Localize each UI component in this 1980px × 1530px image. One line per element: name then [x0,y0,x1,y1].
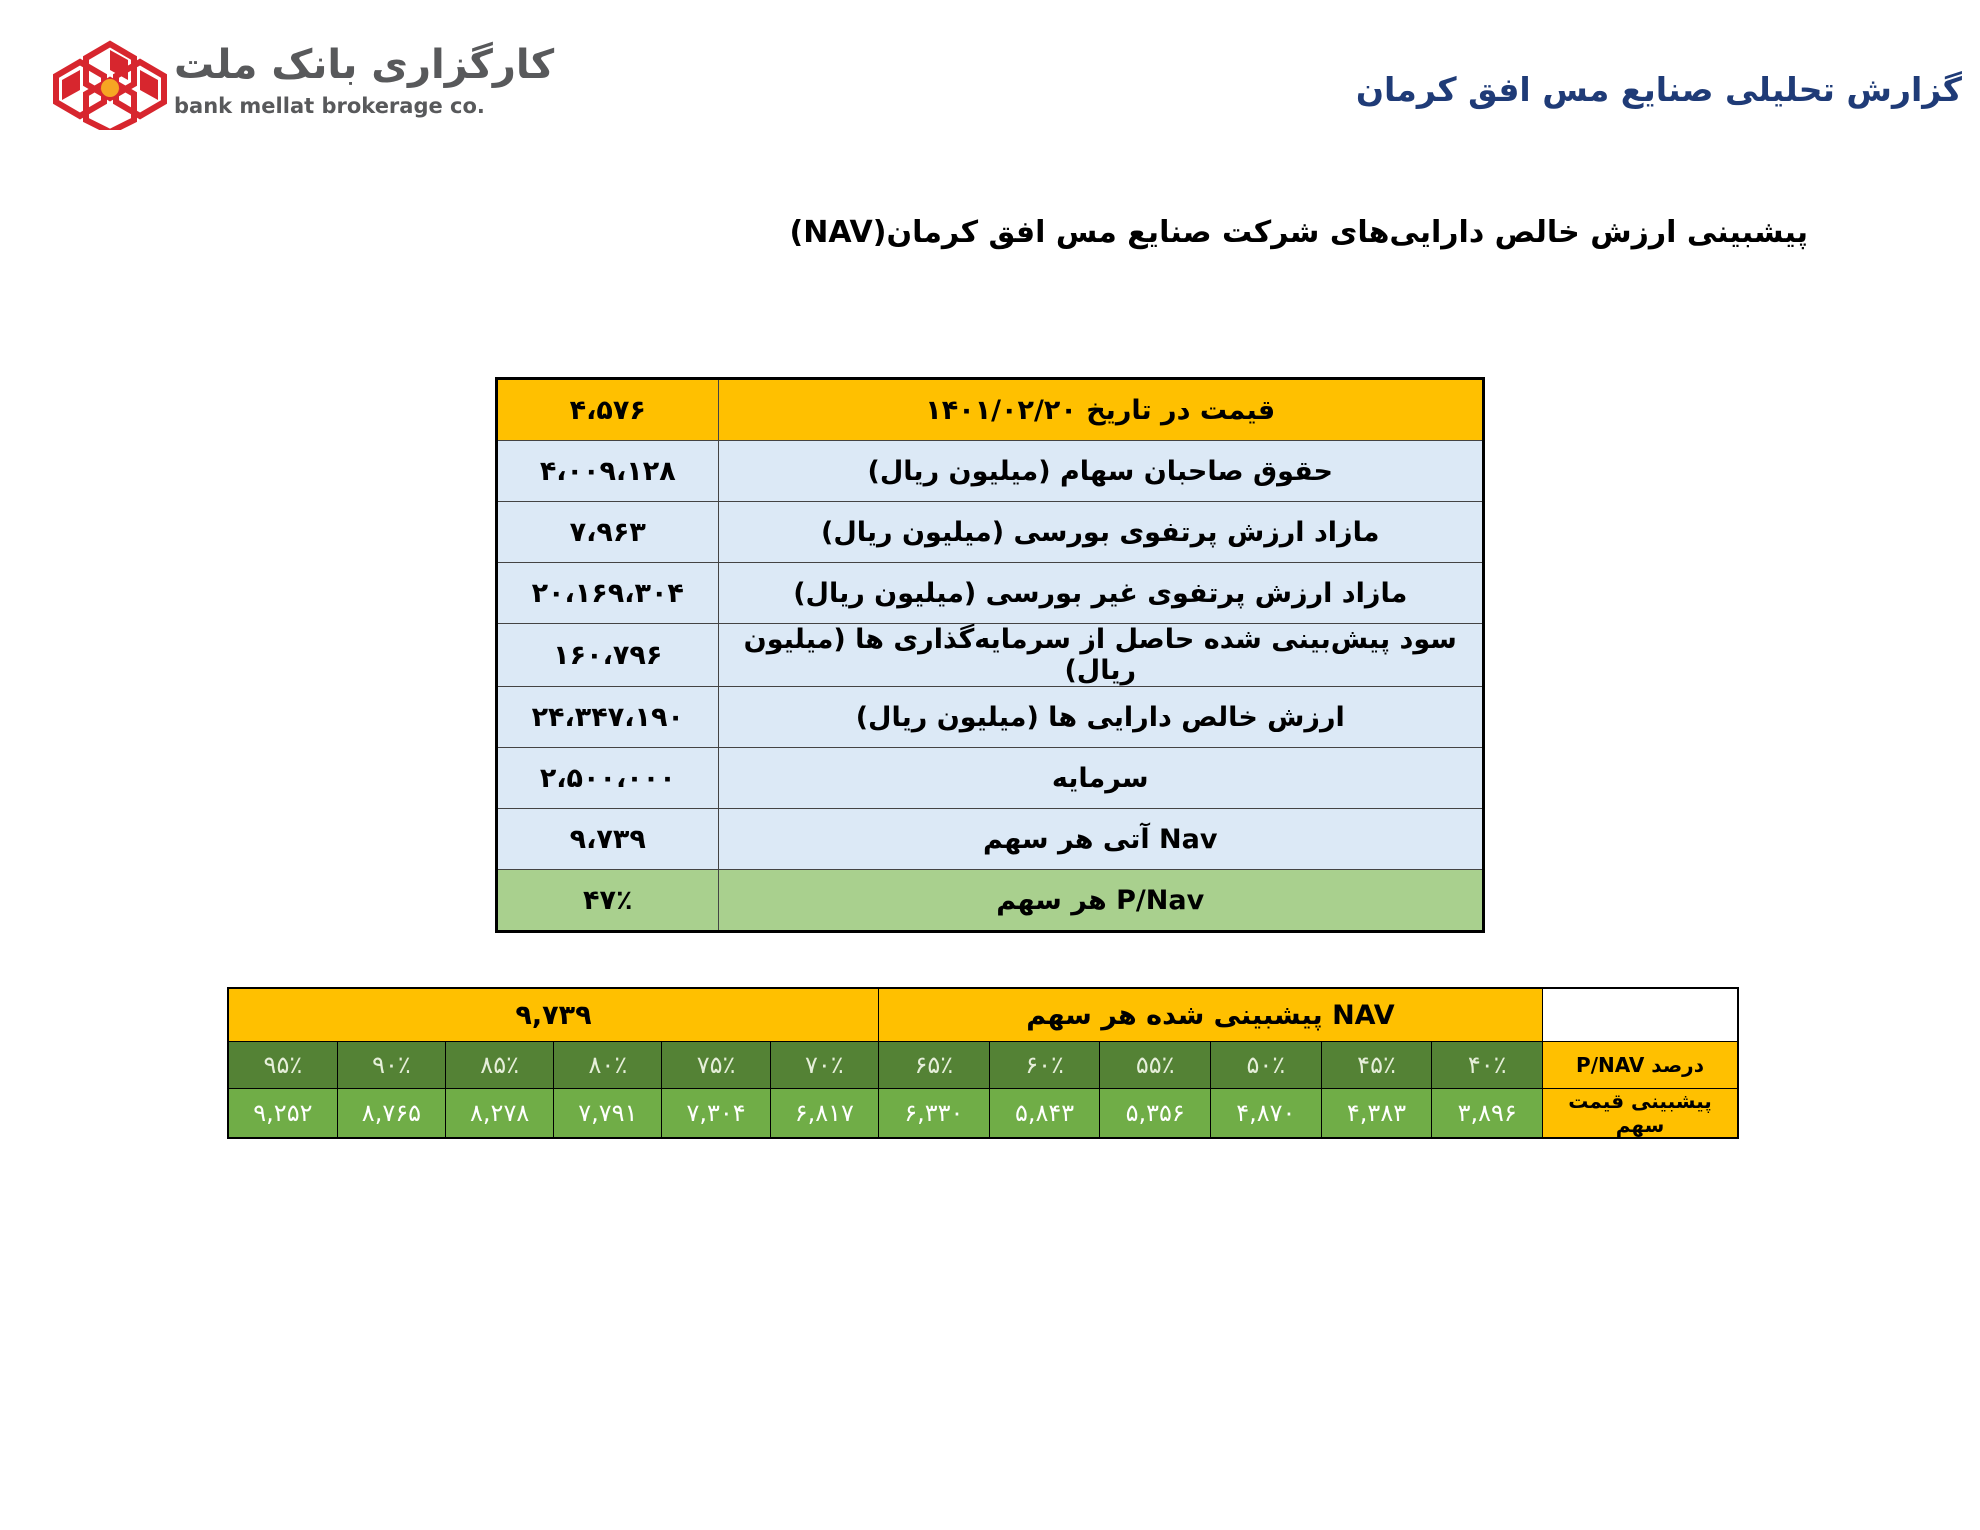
nav-table-row [497,379,1484,441]
price-forecast-cell: ۴,۸۷۰ [1211,1089,1322,1139]
nav-table-row [497,809,1484,870]
nav-row-label: ارزش خالص دارایی ها (میلیون ریال) [718,687,1484,748]
pnav-percent-cell: ۷۵٪ [662,1042,770,1089]
report-title: گزارش تحلیلی صنایع مس افق کرمان [1355,70,1962,109]
price-forecast-cell: ۷,۷۹۱ [554,1089,662,1139]
logo-hexagon-icon [50,40,170,130]
nav-row-value: ۲۴،۳۴۷،۱۹۰ [497,687,719,748]
price-forecast-cell: ۶,۳۳۰ [878,1089,989,1139]
nav-row-label: حقوق صاحبان سهام (میلیون ریال) [718,441,1484,502]
pnav-percent-cell: ۷۰٪ [770,1042,878,1089]
logo-text-fa: کارگزاری بانک ملت [174,42,555,88]
brokerage-logo [50,40,555,130]
price-row-label: پیشبینی قیمت سهم [1543,1089,1739,1139]
pnav-percent-cell: ۵۵٪ [1100,1042,1211,1089]
pnav-percent-cell: ۴۵٪ [1321,1042,1432,1089]
price-forecast-cell: ۴,۳۸۳ [1321,1089,1432,1139]
nav-row-label: قیمت در تاریخ ۱۴۰۱/۰۲/۲۰ [718,379,1484,441]
nav-row-label: P/Nav هر سهم [718,870,1484,932]
nav-row-label: سود پیش‌بینی شده حاصل از سرمایه‌گذاری ها (میلیون ریال) [718,624,1484,687]
nav-row-value: ۹،۷۳۹ [497,809,719,870]
price-forecast-cell: ۵,۳۵۶ [1100,1089,1211,1139]
price-forecast-cell: ۷,۳۰۴ [662,1089,770,1139]
nav-row-value: ۲،۵۰۰،۰۰۰ [497,748,719,809]
nav-row-value: ۲۰،۱۶۹،۳۰۴ [497,563,719,624]
nav-row-label: مازاد ارزش پرتفوی بورسی (میلیون ریال) [718,502,1484,563]
price-forecast-cell: ۳,۸۹۶ [1432,1089,1543,1139]
nav-row-value: ۱۶۰،۷۹۶ [497,624,719,687]
pnav-percent-cell: ۵۰٪ [1211,1042,1322,1089]
price-forecast-cell: ۶,۸۱۷ [770,1089,878,1139]
pnav-percent-cell: ۹۵٪ [228,1042,337,1089]
nav-table [495,377,1485,933]
price-forecast-cell: ۹,۲۵۲ [228,1089,337,1139]
nav-row-label: سرمایه [718,748,1484,809]
nav-table-row [497,624,1484,687]
pnav-percent-cell: ۸۰٪ [554,1042,662,1089]
pnav-percent-cell: ۹۰٪ [337,1042,445,1089]
pnav-percent-cell: ۶۵٪ [878,1042,989,1089]
price-forecast-cell: ۸,۷۶۵ [337,1089,445,1139]
pnav-percent-cell: ۶۰٪ [989,1042,1100,1089]
sensitivity-header-row [228,988,1738,1042]
nav-row-label: Nav آتی هر سهم [718,809,1484,870]
price-forecast-row [228,1089,1738,1139]
nav-row-value: ۷،۹۶۳ [497,502,719,563]
pnav-row-label: درصد P/NAV [1543,1042,1739,1089]
nav-row-value: ۴۷٪ [497,870,719,932]
pnav-percent-row [228,1042,1738,1089]
section-title: پیشبینی ارزش خالص دارایی‌های شرکت صنایع مس افق کرمان(NAV) [789,215,1808,250]
pnav-percent-cell: ۴۰٪ [1432,1042,1543,1089]
price-forecast-cell: ۵,۸۴۳ [989,1089,1100,1139]
header-value-cell: ۹,۷۳۹ [228,988,878,1042]
nav-row-value: ۴،۰۰۹،۱۲۸ [497,441,719,502]
nav-table-row [497,748,1484,809]
nav-row-label: مازاد ارزش پرتفوی غیر بورسی (میلیون ریال) [718,563,1484,624]
pnav-percent-cell: ۸۵٪ [446,1042,554,1089]
nav-row-value: ۴،۵۷۶ [497,379,719,441]
logo-text-en: bank mellat brokerage co. [174,94,485,118]
sensitivity-table [227,987,1739,1139]
nav-table-row [497,441,1484,502]
nav-table-row [497,563,1484,624]
nav-table-row [497,687,1484,748]
header-label-cell: NAV پیشبینی شده هر سهم [878,988,1542,1042]
price-forecast-cell: ۸,۲۷۸ [446,1089,554,1139]
nav-table-row [497,870,1484,932]
corner-cell [1543,988,1739,1042]
nav-table-row [497,502,1484,563]
